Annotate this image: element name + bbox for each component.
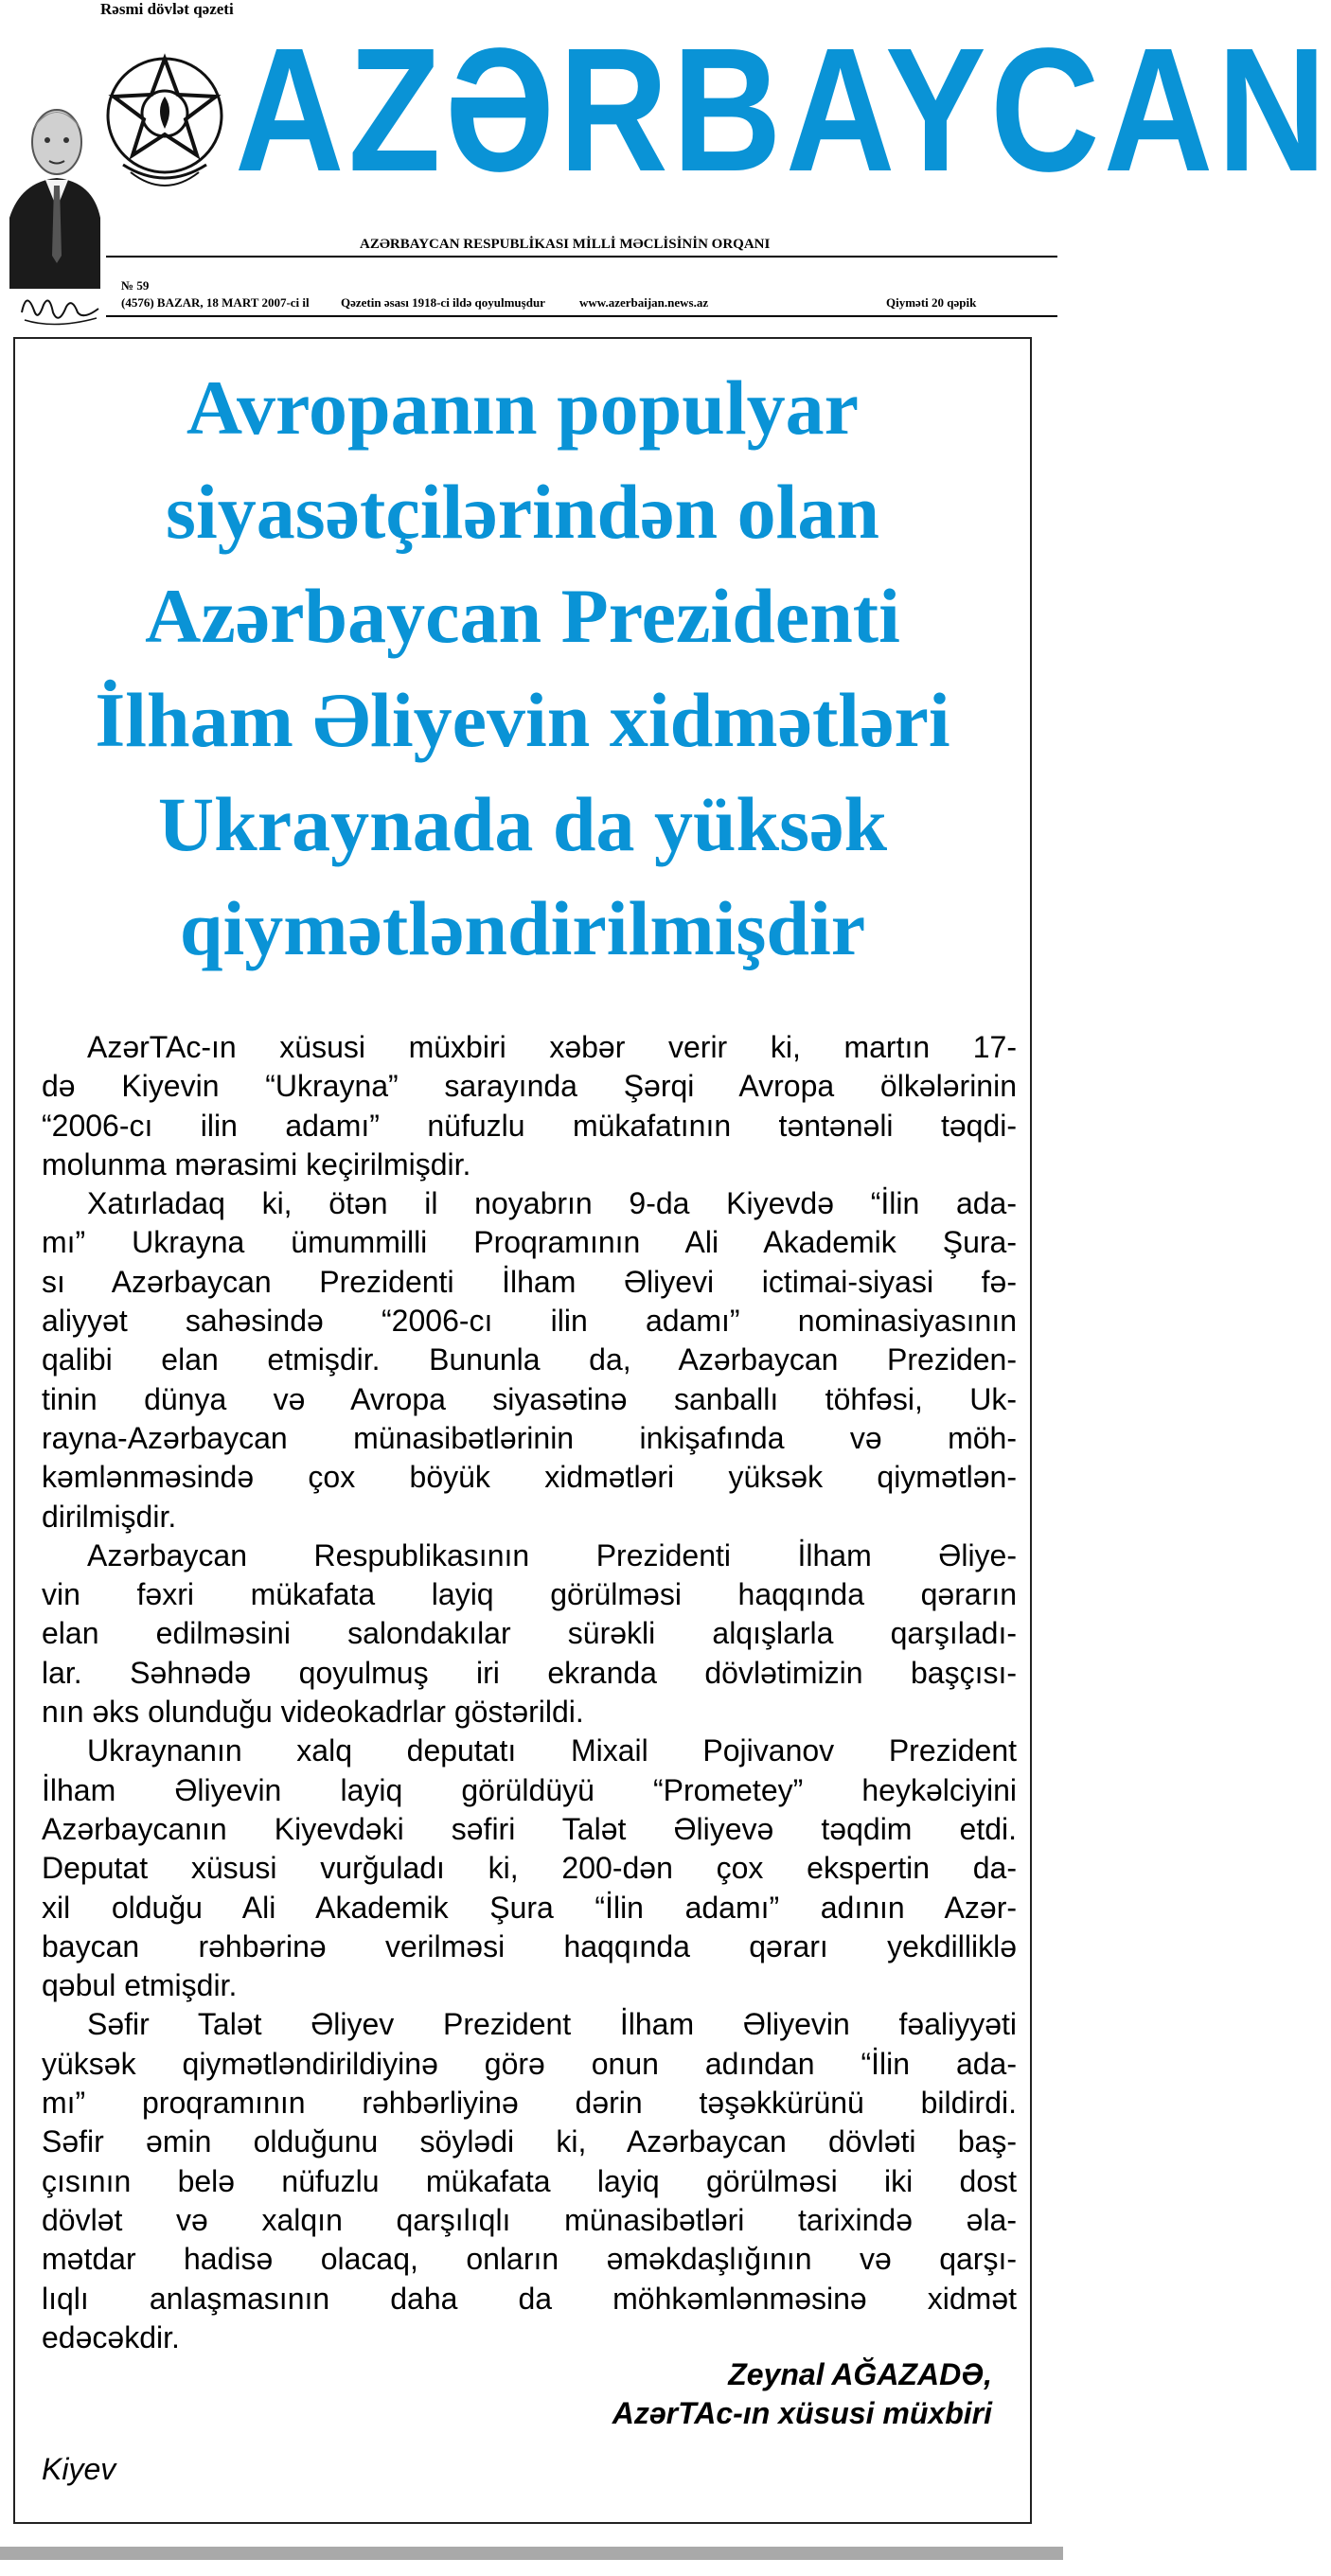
body-line: kəmlənməsində çox böyük xidmətləri yüksək qiymətlən- [42,1460,1017,1495]
body-line: tinin dünya və Avropa siyasətinə sanballı töhfəsi, Uk- [42,1381,1017,1416]
author-name: Zeynal AĞAZADƏ, [728,2357,992,2391]
body-line: Azərbaycan Respublikasının Prezidenti İlham Əliye- [87,1537,1017,1572]
price: Qiyməti 20 qəpik [886,295,977,310]
masthead-tagline: Rəsmi dövlət qəzeti [100,0,234,18]
article-headline [15,356,1030,981]
author-byline [612,2355,992,2433]
headline-line: qiymətləndirilmişdir [179,885,866,971]
headline-line: Azərbaycan Prezidenti [145,573,900,659]
body-line: “2006-cı ilin adamı” nüfuzlu mükafatının təntənəli təqdi- [42,1108,1017,1143]
body-line: vin fəxri mükafata layiq görülməsi haqqında qərarın [42,1577,1017,1612]
author-role: AzərTAc-ın xüsusi müxbiri [612,2396,992,2430]
body-line: Səfir Talət Əliyev Prezident İlham Əliyevin fəaliyyəti [87,2007,1017,2042]
masthead-subtitle: AZƏRBAYCAN RESPUBLİKASI MİLLİ MƏCLİSİNİN ORQANI [360,237,771,252]
body-line: lıqlı anlaşmasının daha da möhkəmlənməsinə xidmət [42,2281,1017,2316]
footer-bar [0,2547,1063,2560]
body-line: də Kiyevin “Ukrayna” sarayında Şərqi Avropa ölkələrinin [42,1069,1017,1104]
body-line: sı Azərbaycan Prezidenti İlham Əliyevi ictimai-siyasi fə- [42,1264,1017,1299]
masthead-divider [106,256,1057,258]
article [13,337,1032,2524]
body-line: baycan rəhbərinə verilməsi haqqında qərarı yekdilliklə [42,1928,1017,1963]
body-line: nın əks olunduğu videokadrlar göstərildi. [42,1695,584,1730]
body-line: çısının belə nüfuzlu mükafata layiq görülməsi iki dost [42,2163,1017,2198]
body-line: yüksək qiymətləndirildiyinə görə onun adından “İlin ada- [42,2046,1017,2081]
body-line: Səfir əmin olduğunu söylədi ki, Azərbaycan dövləti baş- [42,2124,1017,2159]
dateline-place: Kiyev [42,2452,116,2486]
body-line: edəcəkdir. [42,2319,180,2354]
body-line: mətdar hadisə olacaq, onların əməkdaşlığının və qarşı- [42,2242,1017,2277]
issue-number: № 59 [121,278,150,293]
website: www.azerbaijan.news.az [579,295,709,310]
body-line: elan edilməsini salondakılar sürəkli alqışlarla qarşıladı- [42,1616,1017,1651]
body-line: mı” proqramının rəhbərliyinə dərin təşəkkürünü bildirdi. [42,2086,1017,2121]
body-line: xil olduğu Ali Akademik Şura “İlin adamı” adının Azər- [42,1890,1017,1925]
masthead [0,0,1331,331]
headline-line: siyasətçilərindən olan [166,469,879,555]
signature-mark [17,284,102,331]
body-line: mı” Ukrayna ümummilli Proqramının Ali Akademik Şura- [42,1225,1017,1260]
body-line: qəbul etmişdir. [42,1968,238,2003]
body-line: molunma mərasimi keçirilmişdir. [42,1146,471,1181]
issue-date: (4576) BAZAR, 18 MART 2007-ci il [121,295,310,310]
body-line: aliyyət sahəsində “2006-cı ilin adamı” nominasiyasının [42,1304,1017,1339]
body-line: dirilmişdir. [42,1499,177,1534]
body-line: qalibi elan etmişdir. Bununla da, Azərbaycan Preziden- [42,1342,1017,1377]
headline-line: Ukraynada da yüksək [157,781,888,867]
body-line: rayna-Azərbaycan münasibətlərinin inkişafında və möh- [42,1420,1017,1455]
body-line: Azərbaycanın Kiyevdəki səfiri Talət Əliyevə təqdim etdi. [42,1811,1017,1846]
body-line: AzərTAc-ın xüsusi müxbiri xəbər verir ki, martın 17- [87,1030,1017,1064]
body-line: İlham Əliyevin layiq görüldüyü “Prometey” heykəlciyini [42,1772,1017,1807]
headline-line: İlham Əliyevin xidmətləri [95,677,950,763]
newspaper-title: AZƏRBAYCAN [235,12,1331,208]
body-line: Ukraynanın xalq deputatı Mixail Pojivanov Prezident [87,1733,1017,1768]
founded-note: Qəzetin əsası 1918-ci ildə qoyulmuşdur [341,295,545,310]
state-emblem-icon [104,23,225,212]
headline-line: Avropanın populyar [186,364,860,451]
body-line: dövlət və xalqın qarşılıqlı münasibətləri tarixində əla- [42,2202,1017,2237]
article-body [42,1028,1017,2357]
body-line: Xatırladaq ki, ötən il noyabrın 9-da Kiyevdə “İlin ada- [87,1186,1017,1221]
masthead-divider-bottom [106,315,1057,317]
portrait-photo [8,76,100,289]
body-line: Deputat xüsusi vurğuladı ki, 200-dən çox ekspertin da- [42,1851,1017,1886]
body-line: lar. Səhnədə qoyulmuş iri ekranda dövlətimizin başçısı- [42,1655,1017,1690]
